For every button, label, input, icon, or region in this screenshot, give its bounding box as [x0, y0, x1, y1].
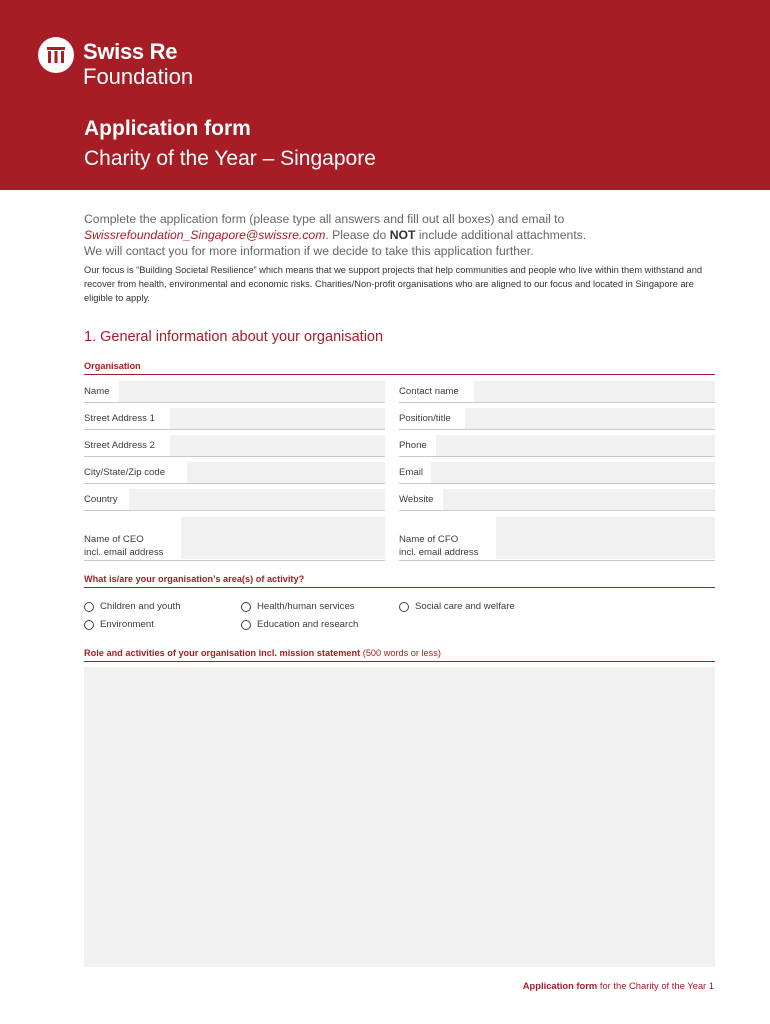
radio-circle-icon[interactable] — [241, 620, 251, 630]
radio-circle-icon[interactable] — [399, 602, 409, 612]
city-state-zip-label: City/State/Zip code — [84, 467, 166, 478]
role-heading: Role and activities of your organisation incl. mission statement (500 words or less) — [84, 648, 441, 658]
contact-name-field[interactable] — [474, 381, 715, 402]
intro-line3: We will contact you for more information if we decide to take this application further. — [84, 244, 534, 258]
brand-name: Swiss Re — [83, 39, 178, 64]
ceo-row — [84, 517, 385, 561]
page-footer: Application form for the Charity of the Year 1 — [522, 980, 714, 991]
website-row — [399, 489, 715, 511]
brand-foundation: Foundation — [83, 64, 194, 89]
position-title-label: Position/title — [399, 413, 451, 424]
intro-not: NOT — [389, 228, 416, 242]
street-address-2-field[interactable] — [170, 435, 385, 456]
website-label: Website — [399, 494, 434, 505]
cfo-row — [399, 517, 715, 561]
mission-statement-textarea[interactable] — [84, 667, 715, 967]
email-field[interactable] — [431, 462, 715, 483]
page-title: Application form — [84, 117, 251, 140]
intro-line2a: . Please do — [325, 228, 390, 242]
name-label: Name — [84, 386, 110, 397]
position-title-row — [399, 408, 715, 430]
divider — [84, 587, 715, 588]
header-banner — [0, 0, 770, 190]
email-row — [399, 462, 715, 484]
country-label: Country — [84, 494, 118, 505]
street-address-1-label: Street Address 1 — [84, 413, 155, 424]
email-label: Email — [399, 467, 423, 478]
radio-circle-icon[interactable] — [84, 620, 94, 630]
intro-text — [84, 211, 744, 259]
intro-line2b: include additional attachments. — [415, 228, 587, 242]
activity-heading: What is/are your organisation’s area(s) of activity? — [84, 574, 305, 584]
street-address-1-row — [84, 408, 385, 430]
country-field[interactable] — [129, 489, 385, 510]
contact-name-label: Contact name — [399, 386, 459, 397]
radio-circle-icon[interactable] — [84, 602, 94, 612]
position-title-field[interactable] — [465, 408, 715, 429]
section-title: 1. General information about your organisation — [84, 329, 384, 345]
email-link[interactable]: Swissrefoundation_Singapore@swissre.com — [84, 228, 326, 242]
intro-line2 — [84, 227, 744, 243]
phone-field[interactable] — [436, 435, 715, 456]
name-field[interactable] — [119, 381, 385, 402]
phone-label: Phone — [399, 440, 427, 451]
organisation-heading: Organisation — [84, 361, 141, 371]
name-row — [84, 381, 385, 403]
divider — [84, 661, 715, 662]
radio-circle-icon[interactable] — [241, 602, 251, 612]
divider — [84, 374, 715, 375]
focus-paragraph: Our focus is “Building Societal Resilience” which means that we support projects that help communities and people who live within them withstand and recover from health, environmental and economic risks. Charities/Non-profit organisations who are aligned to our focus and located in Singapore are eligible to apply. — [84, 265, 703, 303]
street-address-2-row — [84, 435, 385, 457]
ceo-field[interactable] — [181, 517, 385, 559]
ceo-label: Name of CEO incl. email address — [84, 534, 164, 558]
website-field[interactable] — [443, 489, 715, 510]
street-address-2-label: Street Address 2 — [84, 440, 155, 451]
country-row — [84, 489, 385, 511]
intro-line1: Complete the application form (please type all answers and fill out all boxes) and email to — [84, 212, 565, 226]
swiss-re-logo-icon — [38, 37, 74, 73]
contact-name-row — [399, 381, 715, 403]
city-state-zip-row — [84, 462, 385, 484]
street-address-1-field[interactable] — [170, 408, 385, 429]
city-state-zip-field[interactable] — [187, 462, 385, 483]
cfo-field[interactable] — [496, 517, 715, 559]
cfo-label: Name of CFO incl. email address — [399, 534, 479, 558]
phone-row — [399, 435, 715, 457]
page-subtitle: Charity of the Year – Singapore — [84, 147, 376, 170]
